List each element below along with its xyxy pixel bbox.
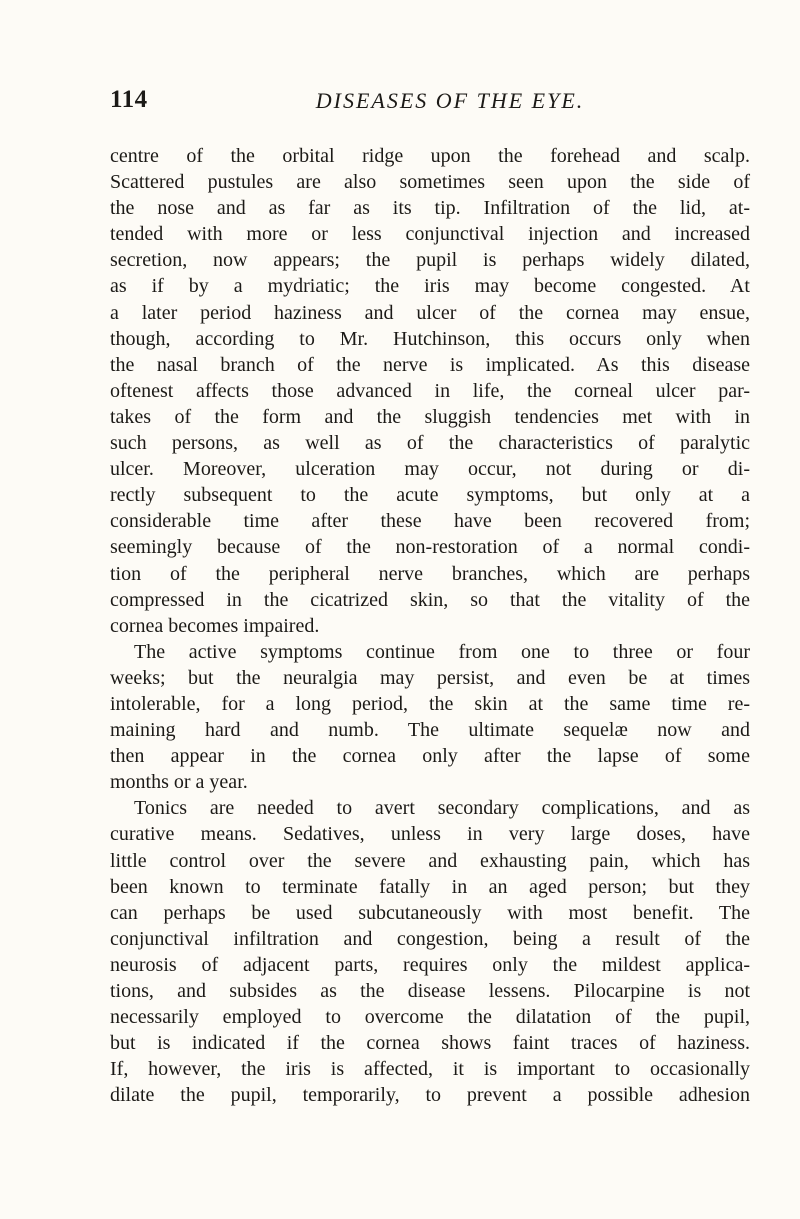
text-line: then appear in the cornea only after the lapse of some bbox=[110, 745, 750, 768]
text-line: If, however, the iris is affected, it is important to occasionally bbox=[110, 1058, 750, 1081]
running-head bbox=[110, 86, 750, 126]
text-line: been known to terminate fatally in an aged person; but they bbox=[110, 875, 750, 898]
text-line: as if by a mydriatic; the iris may become congested. At bbox=[110, 275, 750, 298]
text-line: though, according to Mr. Hutchinson, this occurs only when bbox=[110, 327, 750, 350]
text-line: tended with more or less conjunctival injection and increased bbox=[110, 223, 750, 246]
running-title: DISEASES OF THE EYE. bbox=[315, 88, 585, 113]
text-line: ulcer. Moreover, ulceration may occur, not during or di- bbox=[110, 458, 750, 481]
text-line: seemingly because of the non-restoration of a normal condi- bbox=[110, 536, 750, 559]
text-line: takes of the form and the sluggish tendencies met with in bbox=[110, 405, 750, 428]
text-line: necessarily employed to overcome the dilatation of the pupil, bbox=[110, 1006, 750, 1029]
text-line: the nose and as far as its tip. Infiltration of the lid, at- bbox=[110, 197, 750, 220]
text-line: a later period haziness and ulcer of the cornea may ensue, bbox=[110, 301, 750, 324]
text-line: conjunctival infiltration and congestion, being a result of the bbox=[110, 927, 750, 950]
text-line: neurosis of adjacent parts, requires only the mildest applica- bbox=[110, 953, 750, 976]
text-line: intolerable, for a long period, the skin at the same time re- bbox=[110, 692, 750, 715]
text-line: such persons, as well as of the characteristics of paralytic bbox=[110, 432, 750, 455]
text-line: cornea becomes impaired. bbox=[110, 614, 320, 637]
text-line: Tonics are needed to avert secondary complications, and as bbox=[134, 797, 750, 820]
text-line: months or a year. bbox=[110, 771, 248, 794]
text-line: compressed in the cicatrized skin, so that the vitality of the bbox=[110, 588, 750, 611]
text-line: but is indicated if the cornea shows faint traces of haziness. bbox=[110, 1032, 750, 1055]
page-number: 114 bbox=[110, 86, 148, 113]
text-line: tions, and subsides as the disease lessens. Pilocarpine is not bbox=[110, 980, 750, 1002]
text-line: The active symptoms continue from one to three or four bbox=[134, 640, 750, 663]
text-line: centre of the orbital ridge upon the forehead and scalp. bbox=[110, 145, 750, 167]
text-line: weeks; but the neuralgia may persist, and even be at times bbox=[110, 666, 750, 689]
text-line: oftenest affects those advanced in life, the corneal ulcer par- bbox=[110, 379, 750, 402]
text-line: tion of the peripheral nerve branches, which are perhaps bbox=[110, 562, 750, 585]
text-line: can perhaps be used subcutaneously with most benefit. The bbox=[110, 901, 750, 924]
text-line: rectly subsequent to the acute symptoms, but only at a bbox=[110, 484, 750, 507]
text-line: maining hard and numb. The ultimate sequelæ now and bbox=[110, 719, 750, 742]
text-line: little control over the severe and exhausting pain, which has bbox=[110, 849, 750, 872]
body-text bbox=[110, 143, 750, 1108]
text-line: the nasal branch of the nerve is implicated. As this disease bbox=[110, 353, 750, 376]
text-line: Scattered pustules are also sometimes seen upon the side of bbox=[110, 171, 750, 194]
text-line: considerable time after these have been recovered from; bbox=[110, 510, 750, 533]
text-line: dilate the pupil, temporarily, to prevent a possible adhesion bbox=[110, 1084, 750, 1107]
text-line: secretion, now appears; the pupil is perhaps widely dilated, bbox=[110, 249, 750, 272]
text-line: curative means. Sedatives, unless in very large doses, have bbox=[110, 823, 750, 846]
